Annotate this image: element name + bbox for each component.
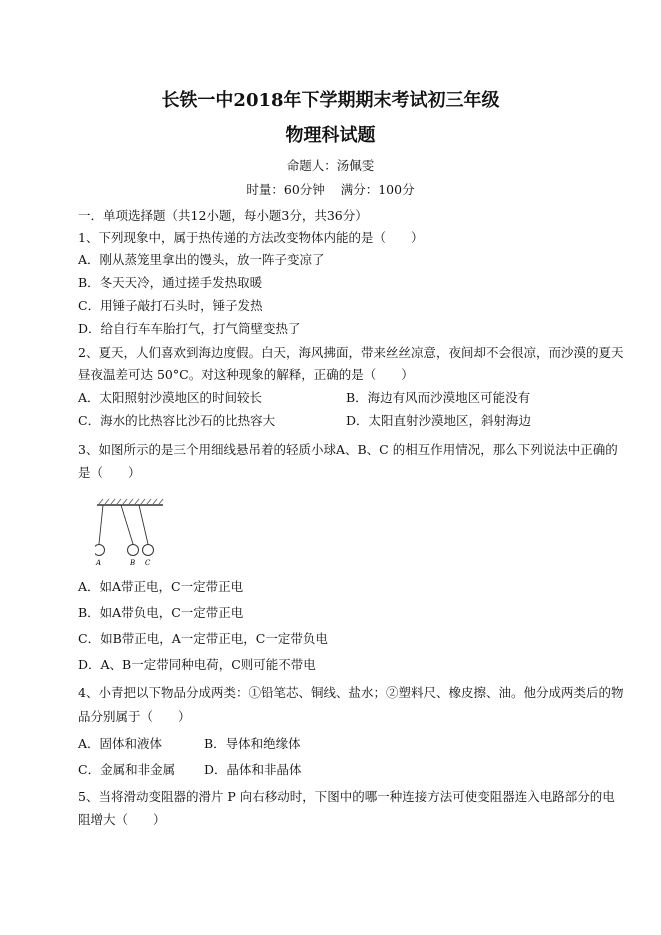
question-4-stem-line1: 4、小青把以下物品分成两类：①铅笔芯、铜线、盐水；②塑料尺、橡皮擦、油。他分成两类后的物 [78, 685, 624, 700]
question-4-stem-line2: 品分别属于（ ） [78, 709, 191, 724]
question-2-option-a: A．太阳照射沙漠地区的时间较长 [78, 390, 263, 405]
exam-title: 长铁一中2018年下学期期末考试初三年级 [161, 90, 500, 111]
question-4-option-d: D．晶体和非晶体 [204, 762, 302, 777]
question-3-stem-line2: 是（ ） [78, 465, 141, 480]
label-c: C [145, 559, 151, 567]
ceiling-hatch [99, 499, 163, 504]
string-c [139, 505, 148, 544]
question-3-option-d: D．A、B一定带同种电荷，C则可能不带电 [78, 657, 316, 672]
exam-author: 命题人：汤佩雯 [286, 158, 375, 173]
question-2-option-b: B．海边有风而沙漠地区可能没有 [346, 390, 531, 405]
string-b [121, 505, 133, 544]
question-2-option-c: C．海水的比热容比沙石的比热容大 [78, 413, 276, 428]
question-5-stem-line1: 5、当将滑动变阻器的滑片 P 向右移动时，下图中的哪一种连接方法可使变阻器连入电路部分的电 [78, 789, 615, 804]
question-1-stem: 1、下列现象中，属于热传递的方法改变物体内能的是（ ） [78, 230, 424, 245]
ball-c [143, 545, 154, 556]
question-1-option-c: C．用锤子敲打石头时，锤子发热 [78, 298, 263, 313]
question-2-option-d: D．太阳直射沙漠地区，斜射海边 [346, 413, 532, 428]
question-1-option-b: B．冬天天冷，通过搓手发热取暖 [78, 275, 263, 290]
question-5-stem-line2: 阻增大（ ） [78, 812, 166, 827]
question-3-stem-line1: 3、如图所示的是三个用细线悬吊着的轻质小球A、B、C 的相互作用情况，那么下列说法中正确的 [78, 442, 618, 457]
question-4-option-c: C．金属和非金属 [78, 762, 176, 777]
question-2-stem-line1: 2、夏天，人们喜欢到海边度假。白天，海风拂面，带来丝丝凉意，夜间却不会很凉，而沙漠的夏天 [78, 345, 624, 360]
section-heading: 一．单项选择题（共12小题，每小题3分，共36分） [78, 208, 368, 223]
question-3-option-a: A．如A带正电，C一定带正电 [78, 579, 244, 594]
question-3-option-b: B．如A带负电，C一定带正电 [78, 605, 244, 620]
question-4-option-b: B．导体和绝缘体 [204, 736, 301, 751]
label-b: B [130, 559, 136, 567]
question-1-option-a: A．刚从蒸笼里拿出的馒头，放一阵子变凉了 [78, 252, 325, 267]
exam-time-score: 时量：60分钟 满分：100分 [246, 182, 415, 197]
question-4-option-a: A．固体和液体 [78, 736, 163, 751]
pendulum-figure [95, 496, 167, 568]
string-a [99, 505, 103, 544]
exam-subtitle: 物理科试题 [285, 125, 376, 146]
question-1-option-d: D．给自行车车胎打气，打气筒壁变热了 [78, 321, 301, 336]
ball-b [128, 545, 139, 556]
question-2-stem-line2: 昼夜温差可达 50°C。对这种现象的解释，正确的是（ ） [78, 367, 414, 382]
question-3-option-c: C．如B带正电，A一定带正电，C一定带负电 [78, 631, 328, 646]
label-a: A [96, 559, 102, 567]
ball-a [95, 545, 105, 556]
